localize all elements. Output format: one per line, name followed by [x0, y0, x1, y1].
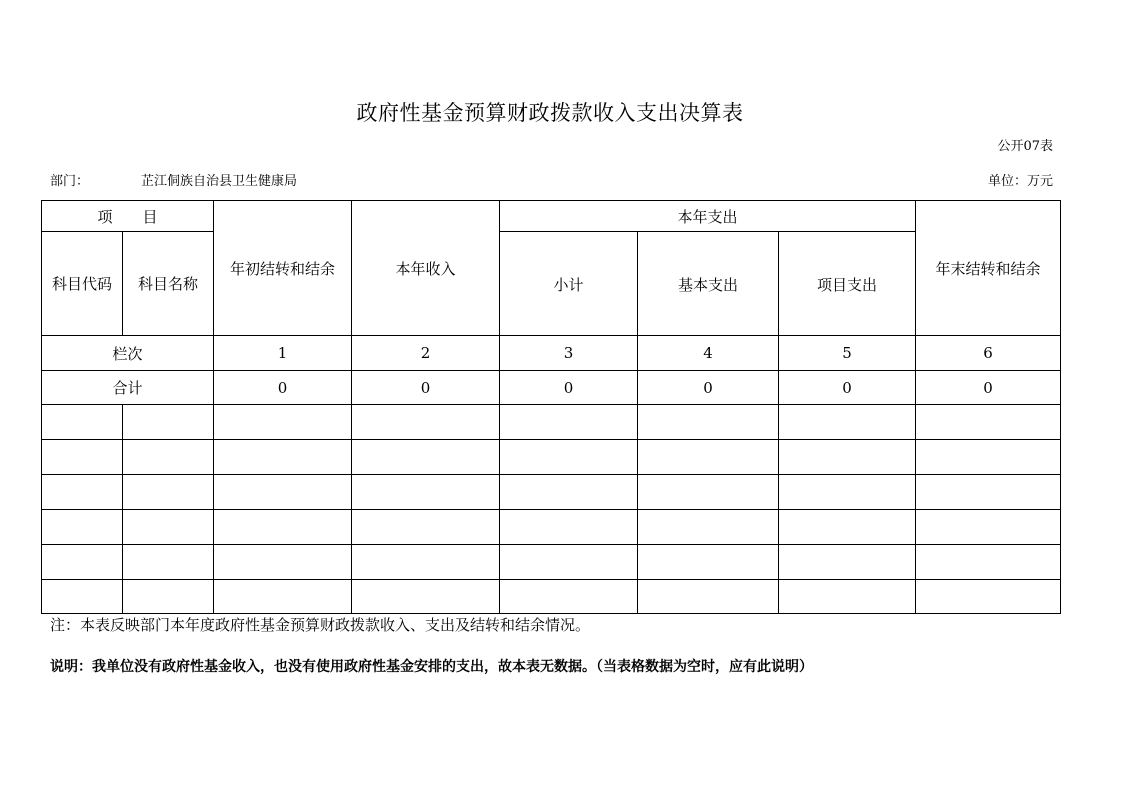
empty-cell: [42, 510, 123, 545]
header-subject-name: 科目名称: [123, 232, 214, 336]
table-row: [42, 510, 1061, 545]
department-name: 芷江侗族自治县卫生健康局: [141, 174, 298, 189]
empty-cell: [123, 580, 214, 614]
empty-cell: [638, 475, 779, 510]
empty-cell: [779, 475, 916, 510]
header-begin-balance: 年初结转和结余: [214, 201, 352, 336]
empty-cell: [779, 510, 916, 545]
total-cell: 0: [214, 371, 352, 405]
empty-cell: [500, 580, 638, 614]
empty-cell: [42, 580, 123, 614]
empty-cell: [916, 510, 1061, 545]
empty-cell: [352, 405, 500, 440]
empty-cell: [638, 440, 779, 475]
empty-cell: [123, 510, 214, 545]
header-item: 项 目: [42, 201, 214, 232]
empty-cell: [123, 440, 214, 475]
empty-cell: [214, 475, 352, 510]
total-cell: 0: [352, 371, 500, 405]
empty-cell: [352, 510, 500, 545]
empty-cell: [42, 440, 123, 475]
header-annual-expense: 本年支出: [500, 201, 916, 232]
department-line: [50, 170, 297, 189]
empty-cell: [214, 440, 352, 475]
empty-cell: [123, 545, 214, 580]
empty-cell: [779, 405, 916, 440]
empty-cell: [42, 545, 123, 580]
empty-cell: [638, 510, 779, 545]
empty-cell: [779, 440, 916, 475]
empty-cell: [500, 545, 638, 580]
empty-cell: [500, 405, 638, 440]
header-end-balance: 年末结转和结余: [916, 201, 1061, 336]
index-cell: 5: [779, 336, 916, 371]
total-cell: 0: [779, 371, 916, 405]
page-title: 政府性基金预算财政拨款收入支出决算表: [356, 101, 744, 125]
total-cell: 0: [500, 371, 638, 405]
header-annual-income: 本年收入: [352, 201, 500, 336]
table-row: [42, 475, 1061, 510]
empty-cell: [214, 510, 352, 545]
empty-cell: [123, 475, 214, 510]
table-row: [42, 545, 1061, 580]
empty-cell: [500, 440, 638, 475]
index-cell: 6: [916, 336, 1061, 371]
total-cell: 0: [916, 371, 1061, 405]
total-cell: 0: [638, 371, 779, 405]
empty-cell: [352, 440, 500, 475]
row-total-label: 合计: [42, 371, 214, 405]
unit-label: 单位：万元: [987, 174, 1053, 189]
empty-cell: [779, 545, 916, 580]
empty-cell: [500, 475, 638, 510]
empty-cell: [638, 545, 779, 580]
empty-cell: [500, 510, 638, 545]
empty-cell: [916, 580, 1061, 614]
empty-cell: [352, 475, 500, 510]
row-index-label: 栏次: [42, 336, 214, 371]
index-cell: 3: [500, 336, 638, 371]
header-basic-expense: 基本支出: [638, 232, 779, 336]
empty-cell: [42, 475, 123, 510]
empty-cell: [352, 580, 500, 614]
empty-cell: [779, 580, 916, 614]
table-row: [42, 440, 1061, 475]
empty-cell: [352, 545, 500, 580]
empty-cell: [214, 580, 352, 614]
empty-cell: [916, 475, 1061, 510]
index-cell: 2: [352, 336, 500, 371]
empty-cell: [214, 545, 352, 580]
empty-cell: [638, 405, 779, 440]
budget-table: [41, 200, 1061, 614]
index-cell: 4: [638, 336, 779, 371]
table-row: [42, 580, 1061, 614]
empty-cell: [214, 405, 352, 440]
empty-cell: [916, 440, 1061, 475]
empty-cell: [638, 580, 779, 614]
header-subject-code: 科目代码: [42, 232, 123, 336]
table-note: 注：本表反映部门本年度政府性基金预算财政拨款收入、支出及结转和结余情况。: [50, 616, 591, 634]
table-row-index: [42, 336, 1061, 371]
empty-cell: [916, 545, 1061, 580]
empty-cell: [916, 405, 1061, 440]
form-number: 公开07表: [997, 139, 1053, 154]
table-row: [42, 405, 1061, 440]
header-project-expense: 项目支出: [779, 232, 916, 336]
header-subtotal: 小计: [500, 232, 638, 336]
department-label: 部门：: [50, 174, 90, 189]
explanation-text: 说明：我单位没有政府性基金收入，也没有使用政府性基金安排的支出，故本表无数据。（当表格数据为空时，应有此说明）: [50, 659, 813, 675]
empty-cell: [123, 405, 214, 440]
index-cell: 1: [214, 336, 352, 371]
table-row-total: [42, 371, 1061, 405]
empty-cell: [42, 405, 123, 440]
